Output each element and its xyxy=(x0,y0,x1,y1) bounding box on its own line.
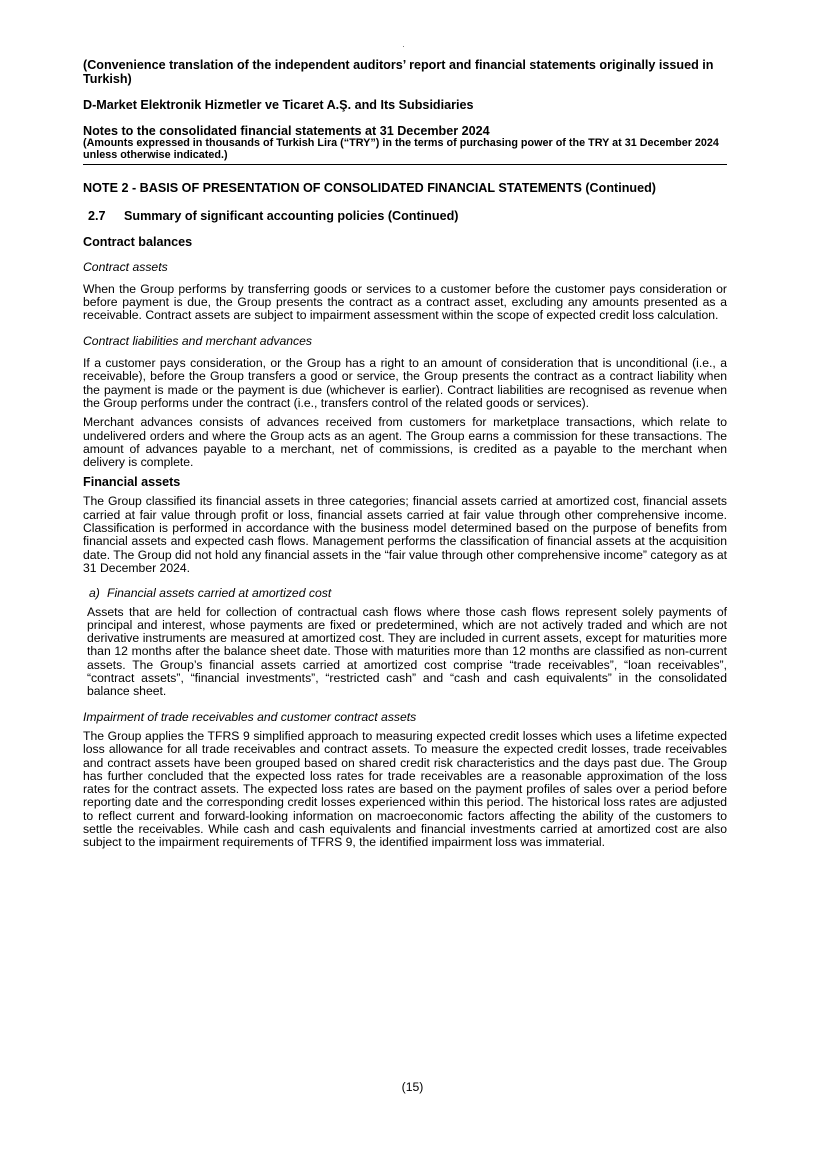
note-title: NOTE 2 - BASIS OF PRESENTATION OF CONSOLIDATED FINANCIAL STATEMENTS (Continued) xyxy=(83,180,657,195)
financial-assets-heading: Financial assets xyxy=(83,475,181,490)
amounts-note: (Amounts expressed in thousands of Turkish Lira (“TRY”) in the terms of purchasing power of the TRY at 31 December 2024 unless otherwise indicated.) xyxy=(83,137,719,161)
contract-liabilities-paragraph: If a customer pays consideration, or the Group has a right to an amount of consideration that is unconditional (i.e., a receivable), before the Group transfers a good or service, the Group presents the contract as a contract liability when the payment is made or the payment is due (whichever is earlier). Contract liabilities are recognised as revenue when the Group performs under the contract (i.e., transfers control of the related goods or services). xyxy=(83,356,727,410)
company-name: D-Market Elektronik Hizmetler ve Ticaret A.Ş. and Its Subsidiaries xyxy=(83,98,474,112)
section-title: Summary of significant accounting policies (Continued) xyxy=(124,208,459,223)
impairment-paragraph: The Group applies the TFRS 9 simplified approach to measuring expected credit losses which uses a lifetime expected loss allowance for all trade receivables and contract assets. To measure the expected credit losses, trade receivables and contract assets have been grouped based on shared credit risk characteristics and the days past due. The Group has further concluded that the expected loss rates for trade receivables are a reasonable approximation of the loss rates for the contract assets. The expected loss rates are based on the payment profiles of sales over a period before reporting date and the corresponding credit losses experienced within this period. The historical loss rates are adjusted to reflect current and forward-looking information on macroeconomic factors affecting the ability of the customers to settle the receivables. While cash and cash equivalents and financial investments carried at amortized cost are also subject to the impairment requirements of TFRS 9, the identified impairment loss was immaterial. xyxy=(83,728,727,850)
item-a-heading xyxy=(89,587,727,600)
contract-balances-heading: Contract balances xyxy=(83,234,193,249)
header-divider xyxy=(83,164,727,165)
contract-assets-paragraph: When the Group performs by transferring goods or services to a customer before the customer pays consideration or before payment is due, the Group presents the contract as a contract asset, excluding any amounts presented as a receivable. Contract assets are subject to impairment assessment within the scope of expected credit loss calculation. xyxy=(83,281,727,323)
contract-assets-heading: Contract assets xyxy=(83,259,168,274)
financial-assets-paragraph: The Group classified its financial assets in three categories; financial assets carried at amortized cost, financial assets carried at fair value through profit or loss, financial assets carried at fair value through other comprehensive income. Classification is performed in accordance with the business model determined based on the purpose of benefits from financial assets and expected cash flows. Management performs the classification of financial assets at the acquisition date. The Group did not hold any financial assets in the “fair value through other comprehensive income” category as at 31 December 2024. xyxy=(83,494,727,575)
section-heading xyxy=(88,209,727,223)
page-number: (15) xyxy=(401,1080,424,1094)
document-page xyxy=(83,58,727,850)
merchant-advances-paragraph: Merchant advances consists of advances received from customers for marketplace transactions, which relate to undelivered orders and where the Group acts as an agent. The Group earns a commission for these transactions. The amount of advances payable to a merchant, net of commissions, is credited as a payable to the merchant when delivery is complete. xyxy=(83,415,727,470)
contract-liabilities-heading: Contract liabilities and merchant advances xyxy=(83,333,312,348)
scan-dot xyxy=(403,46,404,47)
item-a-title: Financial assets carried at amortized cost xyxy=(107,586,332,601)
item-a-paragraph: Assets that are held for collection of contractual cash flows where those cash flows represent solely payments of principal and interest, whose payments are fixed or predetermined, which are not actively traded and which are not derivative instruments are measured at amortized cost. They are included in current assets, except for maturities more than 12 months after the balance sheet date. Those with maturities more than 12 months are classified as non-current assets. The Group’s financial assets carried at amortized cost comprise “trade receivables”, “loan receivables”, “contract assets”, “financial investments”, “restricted cash” and “cash and cash equivalents” in the consolidated balance sheet. xyxy=(87,604,727,699)
notes-title: Notes to the consolidated financial statements at 31 December 2024 xyxy=(83,124,490,138)
item-a-label: a) xyxy=(89,586,100,601)
convenience-translation-note: (Convenience translation of the independent auditors’ report and financial statements originally issued in Turkish) xyxy=(83,58,714,86)
section-number: 2.7 xyxy=(88,208,106,223)
impairment-heading: Impairment of trade receivables and customer contract assets xyxy=(83,709,417,724)
